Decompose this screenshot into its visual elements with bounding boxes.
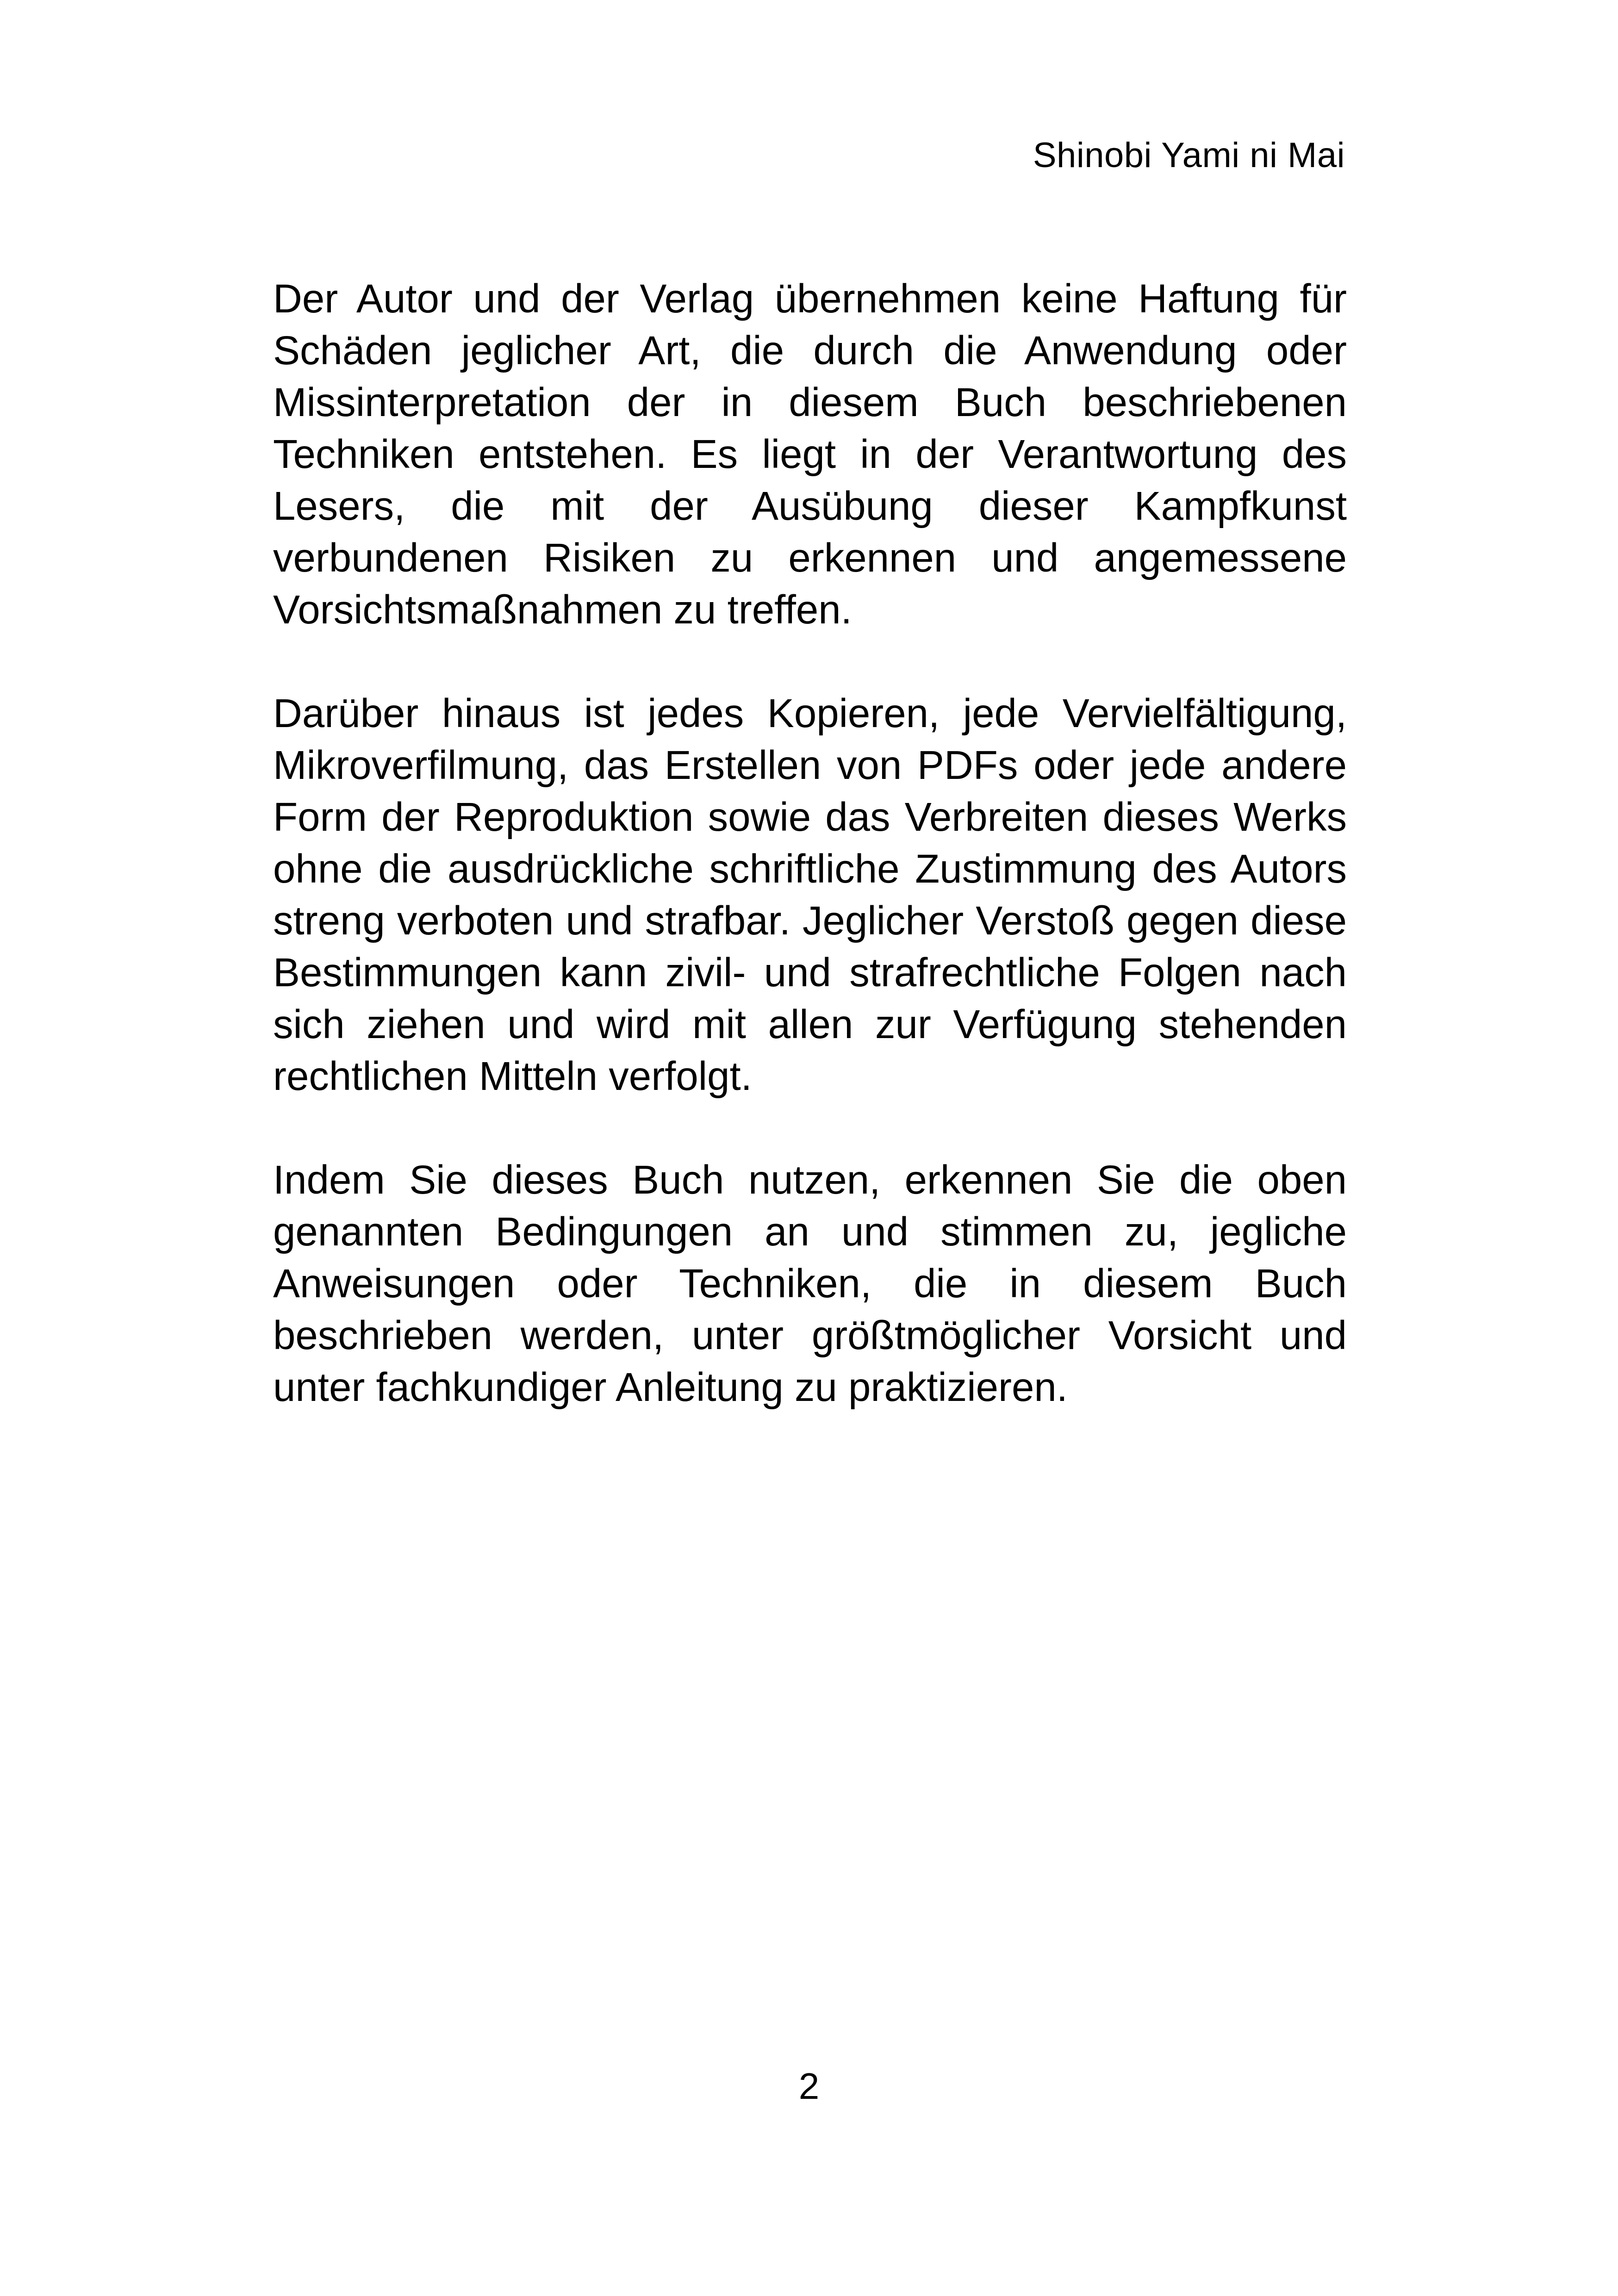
paragraph-copyright: Darüber hinaus ist jedes Kopieren, jede Vervielfältigung, Mikroverfilmung, das Erstellen von PDFs oder jede andere Form der Reproduktion sowie das Verbreiten dieses Werks ohne die ausdrückliche schriftliche Zustimmung des Autors streng verboten und strafbar. Jeglicher Verstoß gegen diese Bestimmungen kann zivil- und strafrechtliche Folgen nach sich ziehen und wird mit allen zur Verfügung stehenden rechtlichen Mitteln verfolgt. bbox=[273, 691, 1347, 1099]
page-number: 2 bbox=[798, 2066, 820, 2107]
disclaimer-text bbox=[273, 273, 1347, 1413]
paragraph-liability: Der Autor und der Verlag übernehmen keine Haftung für Schäden jeglicher Art, die durch die Anwendung oder Missinterpretation der in diesem Buch beschriebenen Techniken entstehen. Es liegt in der Verantwortung des Lesers, die mit der Ausübung dieser Kampfkunst verbundenen Risiken zu erkennen und angemessene Vorsichtsmaßnahmen zu treffen. bbox=[273, 276, 1347, 632]
running-header-title: Shinobi Yami ni Mai bbox=[1033, 136, 1345, 175]
paragraph-consent: Indem Sie dieses Buch nutzen, erkennen Sie die oben genannten Bedingungen an und stimmen zu, jegliche Anweisungen oder Techniken, die in diesem Buch beschrieben werden, unter größtmöglicher Vorsicht und unter fachkundiger Anleitung zu praktizieren. bbox=[273, 1157, 1347, 1410]
